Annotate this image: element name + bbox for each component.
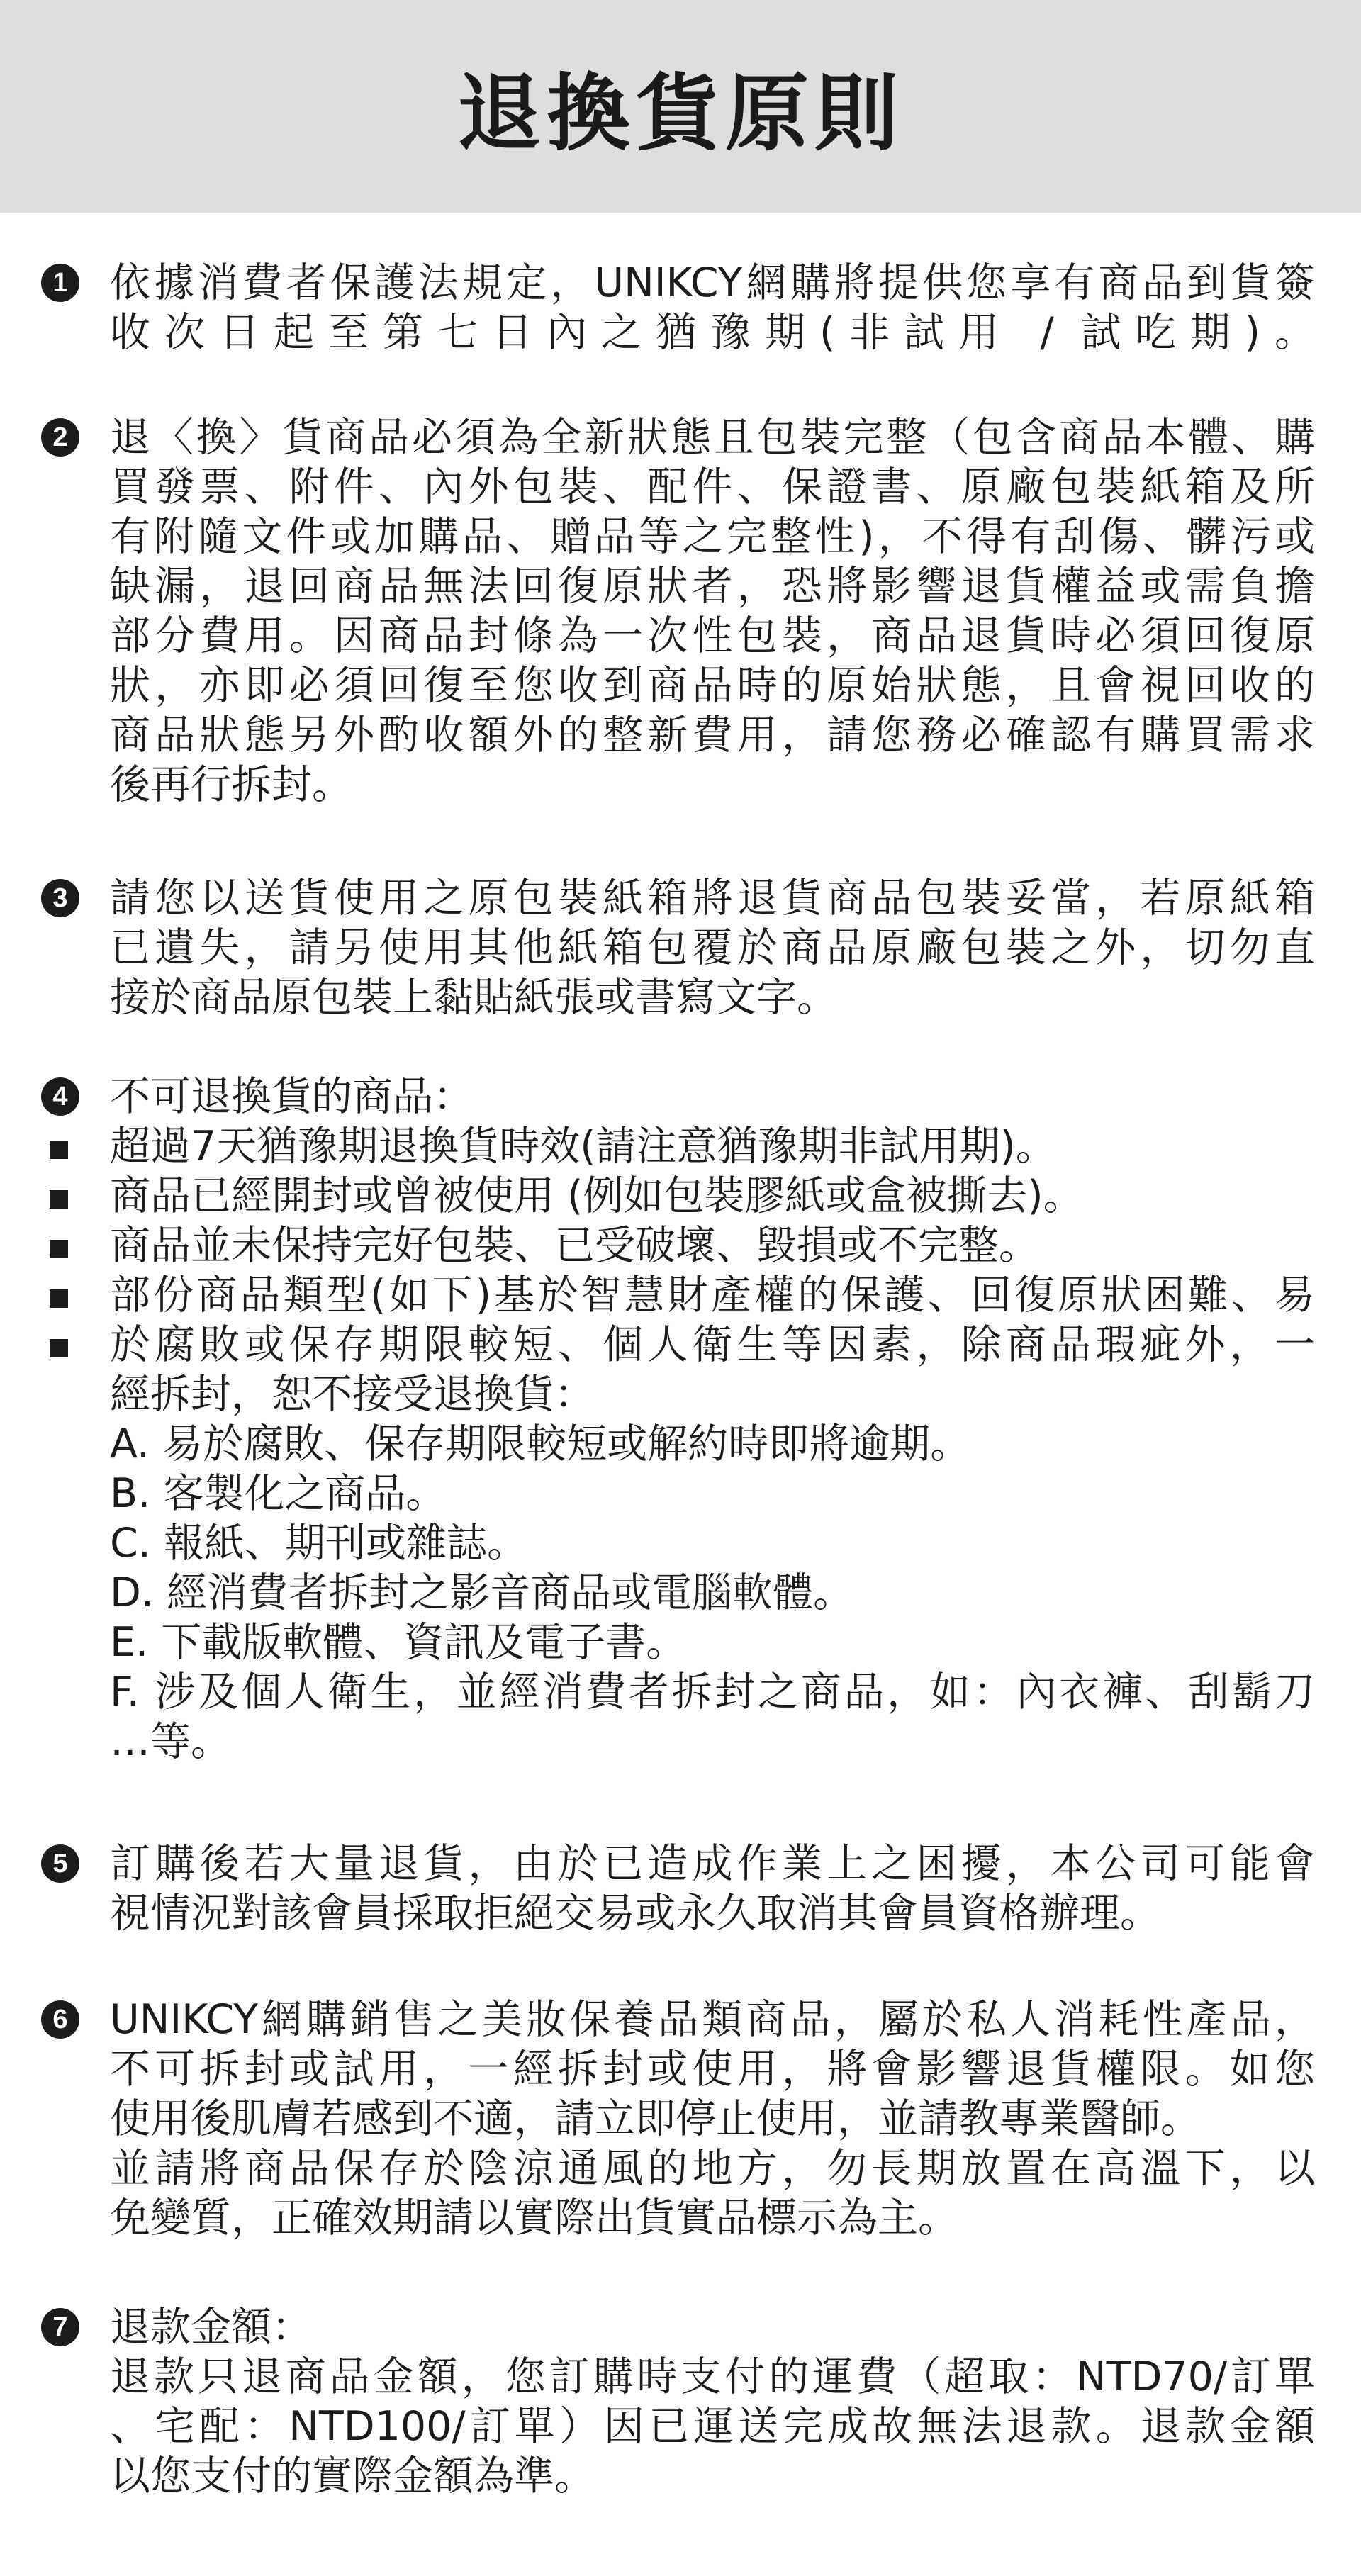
bullet-marker [50, 1190, 68, 1209]
section-text-line: 退款只退商品金額，您訂購時支付的運費（超取：NTD70/訂單 [110, 2353, 1315, 2400]
section-text-line: 退〈換〉貨商品必須為全新狀態且包裝完整（包含商品本體、購 [110, 414, 1315, 461]
section-text-line: 訂購後若大量退貨，由於已造成作業上之困擾，本公司可能會 [110, 1840, 1315, 1887]
bullet-text: 商品已經開封或曾被使用 (例如包裝膠紙或盒被撕去)。 [110, 1172, 1084, 1219]
sub-item: D. 經消費者拆封之影音商品或電腦軟體。 [110, 1569, 854, 1616]
sub-item: B. 客製化之商品。 [110, 1470, 447, 1517]
sub-item: A. 易於腐敗、保存期限較短或解約時即將逾期。 [110, 1421, 971, 1467]
page-header [0, 0, 1361, 213]
sub-item: E. 下載版軟體、資訊及電子書。 [110, 1619, 687, 1666]
section-number-badge: 4 [41, 1077, 79, 1116]
section-heading: 不可退換貨的商品： [110, 1073, 474, 1120]
bullet-text: 超過7天猶豫期退換貨時效(請注意猶豫期非試用期)。 [110, 1123, 1056, 1170]
section-text-line: 狀，亦即必須回復至您收到商品時的原始狀態，且會視回收的 [110, 662, 1315, 709]
section-text-line: 商品狀態另外酌收額外的整新費用，請您務必確認有購買需求 [110, 712, 1315, 758]
bullet-marker [50, 1289, 68, 1308]
bullet-continuation: 經拆封，恕不接受退換貨： [110, 1371, 595, 1418]
bullet-marker [50, 1141, 68, 1159]
section-number-badge: 6 [41, 2000, 79, 2039]
section-text-line: 並請將商品保存於陰涼通風的地方，勿長期放置在高溫下，以 [110, 2145, 1315, 2192]
section-text-line: 接於商品原包裝上黏貼紙張或書寫文字。 [110, 974, 837, 1021]
section-number-badge: 5 [41, 1844, 79, 1883]
bullet-marker [50, 1339, 68, 1357]
section-text-line: 後再行拆封。 [110, 761, 352, 808]
section-text-line: 、宅配：NTD100/訂單）因已運送完成故無法退款。退款金額 [110, 2403, 1315, 2450]
sub-item: F. 涉及個人衛生，並經消費者拆封之商品，如：內衣褲、刮鬍刀 [110, 1669, 1315, 1715]
sub-item: C. 報紙、期刊或雜誌。 [110, 1520, 528, 1567]
bullet-text: 於腐敗或保存期限較短、個人衛生等因素，除商品瑕疵外，一 [110, 1321, 1315, 1368]
section-text-line: 有附隨文件或加購品、贈品等之完整性)，不得有刮傷、髒污或 [110, 513, 1315, 560]
section-text-line: 不可拆封或試用，一經拆封或使用，將會影響退貨權限。如您 [110, 2046, 1315, 2093]
section-text-line: 使用後肌膚若感到不適，請立即停止使用，並請教專業醫師。 [110, 2095, 1201, 2142]
section-text-line: 以您支付的實際金額為準。 [110, 2453, 595, 2499]
section-text-line: 缺漏，退回商品無法回復原狀者，恐將影響退貨權益或需負擔 [110, 563, 1315, 610]
section-number-badge: 3 [41, 879, 79, 917]
section-text-line: UNIKCY網購銷售之美妝保養品類商品，屬於私人消耗性產品， [110, 1996, 1315, 2043]
section-text-line: 免變質，正確效期請以實際出貨實品標示為主。 [110, 2195, 958, 2241]
section-text-line: 已遺失，請另使用其他紙箱包覆於商品原廠包裝之外，切勿直 [110, 924, 1315, 971]
bullet-marker [50, 1240, 68, 1258]
section-text-line: 請您以送貨使用之原包裝紙箱將退貨商品包裝妥當，若原紙箱 [110, 875, 1315, 922]
section-number-badge: 1 [41, 264, 79, 302]
section-text-line: 依據消費者保護法規定，UNIKCY網購將提供您享有商品到貨簽 [110, 259, 1315, 306]
bullet-text: 部份商品類型(如下)基於智慧財產權的保護、回復原狀困難、易 [110, 1272, 1315, 1318]
section-text-line: 視情況對該會員採取拒絕交易或永久取消其會員資格辦理。 [110, 1890, 1160, 1937]
section-heading: 退款金額： [110, 2304, 312, 2351]
sub-item: …等。 [110, 1718, 231, 1765]
page-title: 退換貨原則 [457, 65, 904, 162]
section-number-badge: 2 [41, 418, 79, 457]
section-text-line: 部分費用。因商品封條為一次性包裝，商品退貨時必須回復原 [110, 612, 1315, 659]
section-text-line: 買發票、附件、內外包裝、配件、保證書、原廠包裝紙箱及所 [110, 464, 1315, 510]
section-text-line: 收次日起至第七日內之猶豫期(非試用 / 試吃期)。 [110, 309, 1315, 356]
bullet-text: 商品並未保持完好包裝、已受破壞、毀損或不完整。 [110, 1222, 1039, 1269]
section-number-badge: 7 [41, 2308, 79, 2346]
